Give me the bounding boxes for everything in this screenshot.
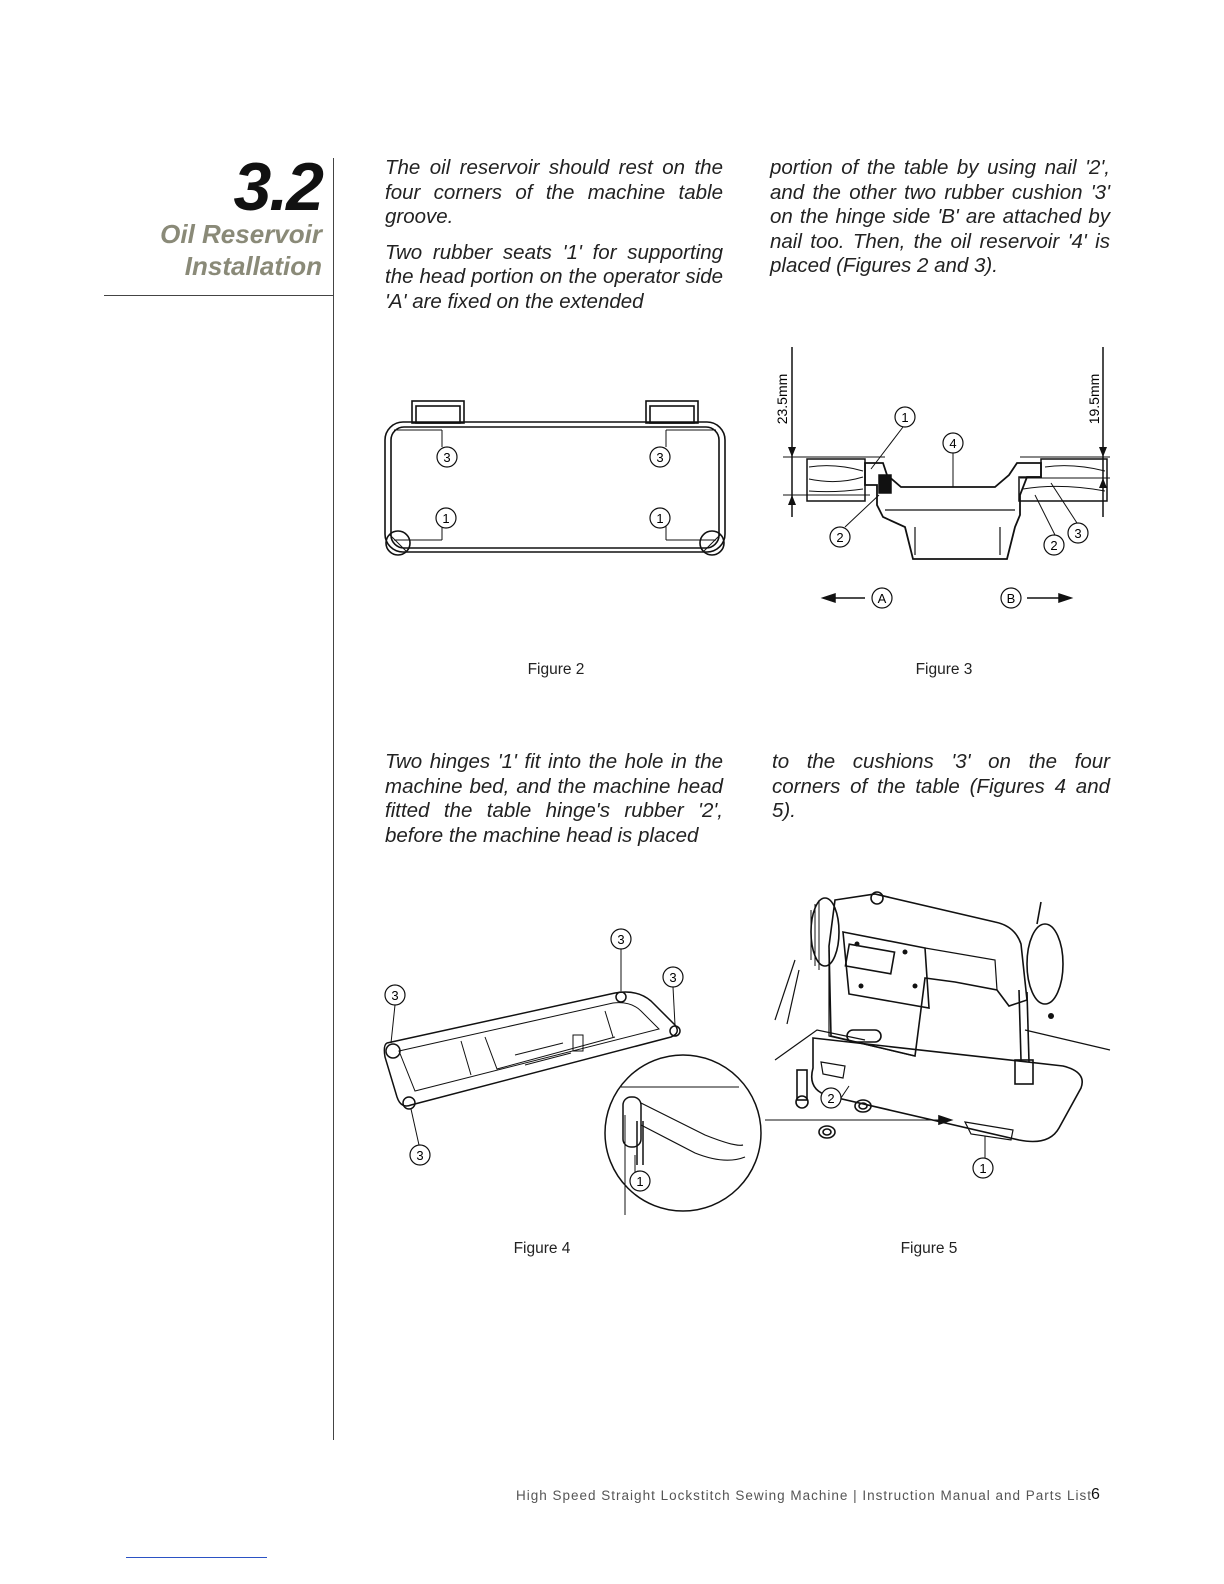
figure-2-label: 3 (443, 450, 451, 465)
figure-2-callouts (436, 447, 670, 528)
bottom-link-underline[interactable] (126, 1557, 267, 1558)
figure-3-dim-right: 19.5mm (1086, 373, 1102, 425)
figure-3-dim-left: 23.5mm (774, 373, 790, 425)
figure-4-caption: Figure 4 (513, 1240, 571, 1257)
figure-5-caption: Figure 5 (900, 1240, 958, 1257)
section-title-line1: Oil Reservoir (160, 219, 322, 249)
figure-3-label: 2 (1050, 538, 1058, 553)
paragraph-3: portion of the table by using nail '2', and the other two rubber cushion '3' on the hinge side 'B' are attached by nail too. Then, the oil reservoir '4' is placed (Figures 2 and 3). (770, 156, 1110, 277)
paragraph-1: The oil reservoir should rest on the four corners of the machine table groove. (385, 156, 723, 228)
figure-2-oil-reservoir-top-view (380, 395, 730, 570)
figure-3-caption: Figure 3 (915, 661, 973, 678)
figure-3-label: 3 (1074, 526, 1082, 541)
figure-5-machine-head-on-table (765, 890, 1115, 1190)
figure-2-label: 3 (656, 450, 664, 465)
section-number: 3.2 (233, 149, 322, 225)
figure-3-direction-a: A (877, 591, 887, 606)
figure-3-label: 1 (901, 410, 909, 425)
figure-2-label: 1 (656, 511, 664, 526)
figure-4-label: 3 (416, 1148, 424, 1163)
figure-2-label: 1 (442, 511, 450, 526)
figure-4-label: 1 (636, 1174, 644, 1189)
section-divider (104, 295, 334, 296)
figure-3-label: 2 (836, 530, 844, 545)
page-number: 6 (1091, 1486, 1100, 1503)
text-column-right-middle (772, 750, 1110, 824)
footer-title: High Speed Straight Lockstitch Sewing Machine | Instruction Manual and Parts List (516, 1488, 1093, 1503)
text-column-left-top (385, 156, 723, 314)
figure-2-caption: Figure 2 (527, 661, 585, 678)
paragraph-2: Two rubber seats '1' for supporting the head portion on the operator side 'A' are fixed on the extended (385, 240, 723, 313)
figure-3-label: 4 (949, 436, 957, 451)
figure-5-label: 2 (827, 1091, 835, 1106)
figure-3-direction-b: B (1006, 591, 1016, 606)
column-divider (333, 158, 334, 1440)
paragraph-5: to the cushions '3' on the four corners of the table (Figures 4 and 5). (772, 750, 1110, 822)
text-column-right-top (770, 156, 1110, 279)
section-title (100, 218, 322, 282)
text-column-left-middle (385, 750, 723, 848)
section-title-line2: Installation (184, 251, 322, 281)
figure-4-label: 3 (617, 932, 625, 947)
paragraph-4: Two hinges '1' fit into the hole in the machine bed, and the machine head fitted the table hinge's rubber '2', before the machine head is placed (385, 750, 723, 847)
figure-5-label: 1 (979, 1161, 987, 1176)
figure-4-label: 3 (391, 988, 399, 1003)
figure-4-reservoir-and-hinge (375, 925, 770, 1215)
figure-3-oil-reservoir-cross-section (765, 345, 1115, 620)
figure-4-label: 3 (669, 970, 677, 985)
